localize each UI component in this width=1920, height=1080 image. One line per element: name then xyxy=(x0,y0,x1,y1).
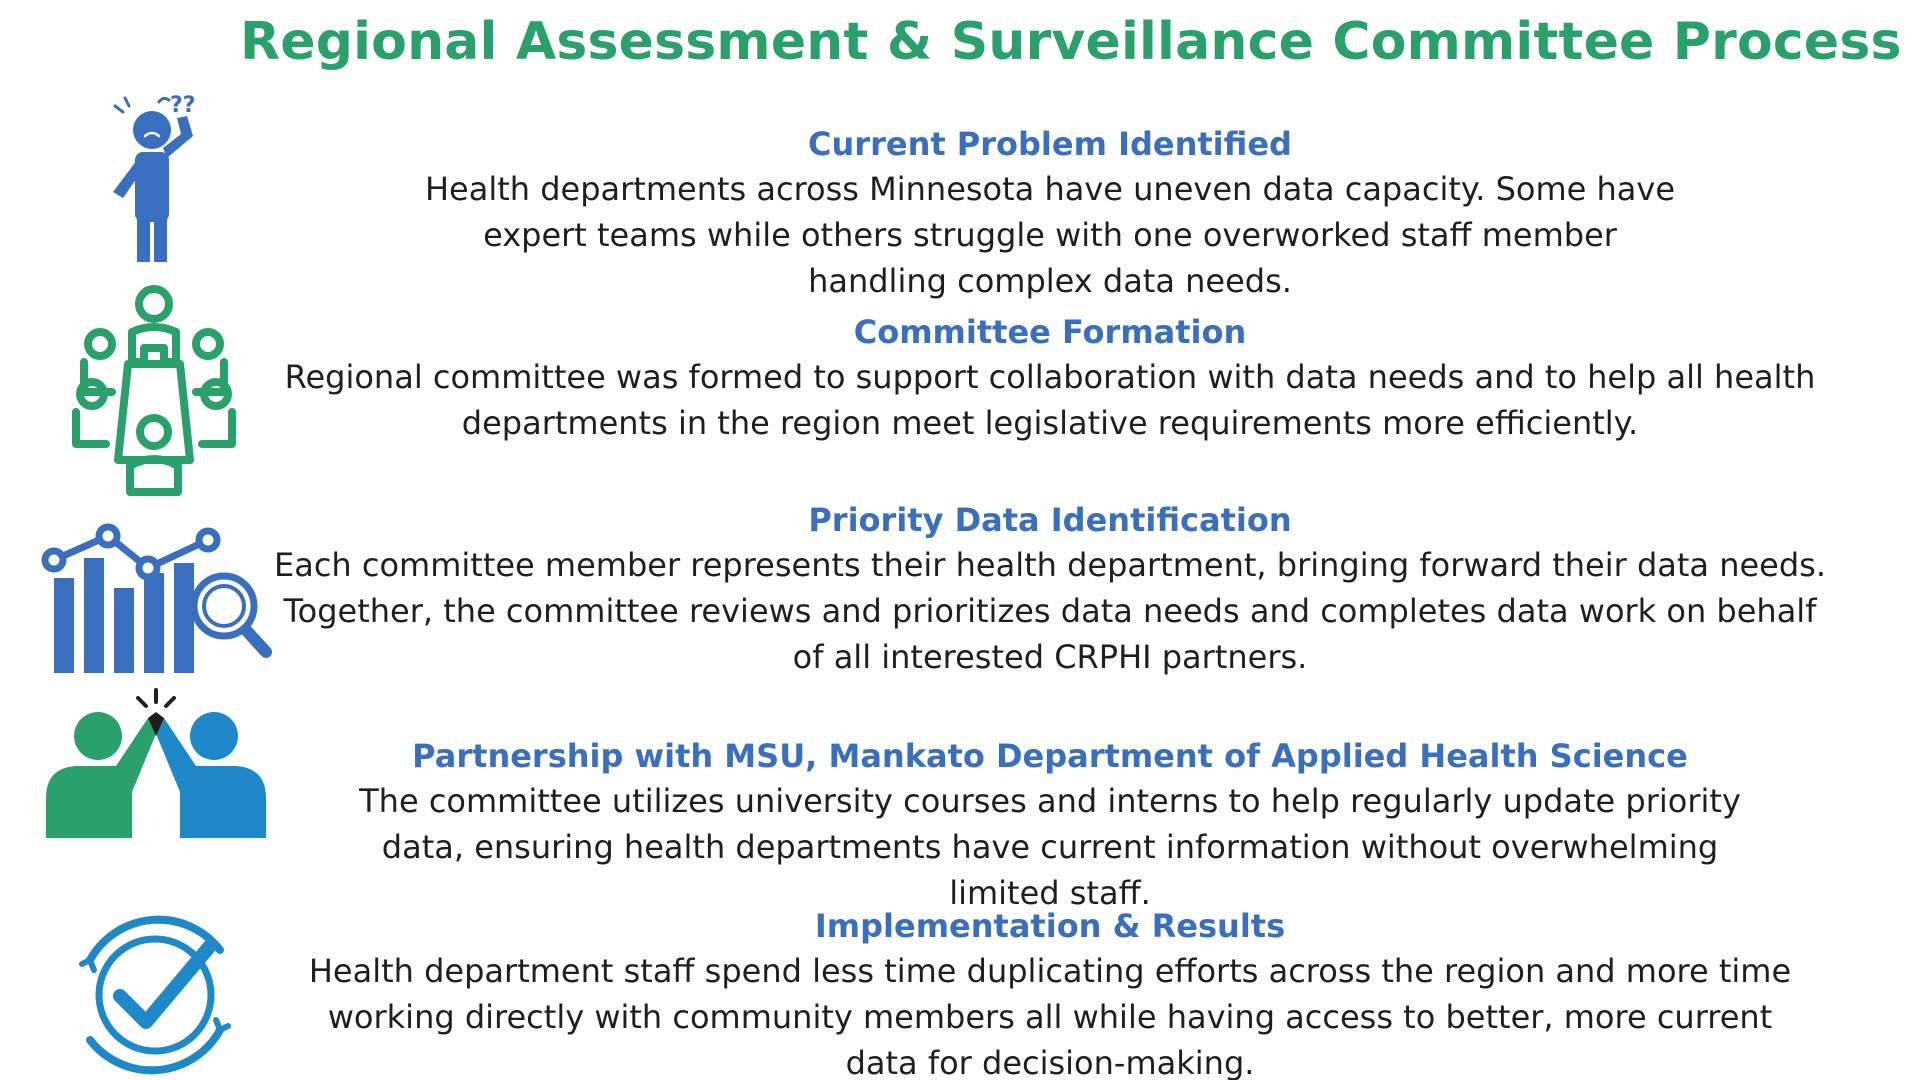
step-body: Regional committee was formed to support collaboration with data needs and to help all health departments in the region meet legislative requirements more efficiently. xyxy=(284,358,1816,442)
svg-text:??: ?? xyxy=(170,93,196,118)
step-heading: Implementation & Results xyxy=(814,907,1286,945)
step-text xyxy=(265,310,1835,446)
step-text xyxy=(265,904,1835,1080)
step-text xyxy=(265,122,1835,304)
step-heading: Partnership with MSU, Mankato Department of Applied Health Science xyxy=(412,737,1688,775)
step-body: The committee utilizes university courses and interns to help regularly update priority data, ensuring health departments have current information without overwhelming limited staff. xyxy=(359,782,1741,912)
step-body: Each committee member represents their health department, bringing forward their data needs. Together, the committee reviews and prioritizes data needs and completes data work on behalf of all interested CRPHI partners. xyxy=(273,546,1827,676)
data-analysis-icon xyxy=(40,518,280,678)
step-heading: Current Problem Identified xyxy=(808,125,1292,163)
check-cycle-icon xyxy=(60,900,250,1080)
step-body: Health departments across Minnesota have uneven data capacity. Some have expert teams while others struggle with one overworked staff member handling complex data needs. xyxy=(424,170,1676,300)
step-body: Health department staff spend less time duplicating efforts across the region and more time working directly with community members all while having access to better, more current data for decision-making. xyxy=(308,952,1792,1080)
step-text xyxy=(265,734,1835,916)
committee-meeting-icon xyxy=(68,282,238,502)
high-five-icon xyxy=(36,688,276,838)
confused-person-icon xyxy=(75,72,275,262)
step-text xyxy=(265,498,1835,680)
step-heading: Priority Data Identification xyxy=(808,501,1292,539)
step-heading: Committee Formation xyxy=(853,313,1247,351)
page-title: Regional Assessment & Surveillance Committee Process xyxy=(240,12,1902,72)
